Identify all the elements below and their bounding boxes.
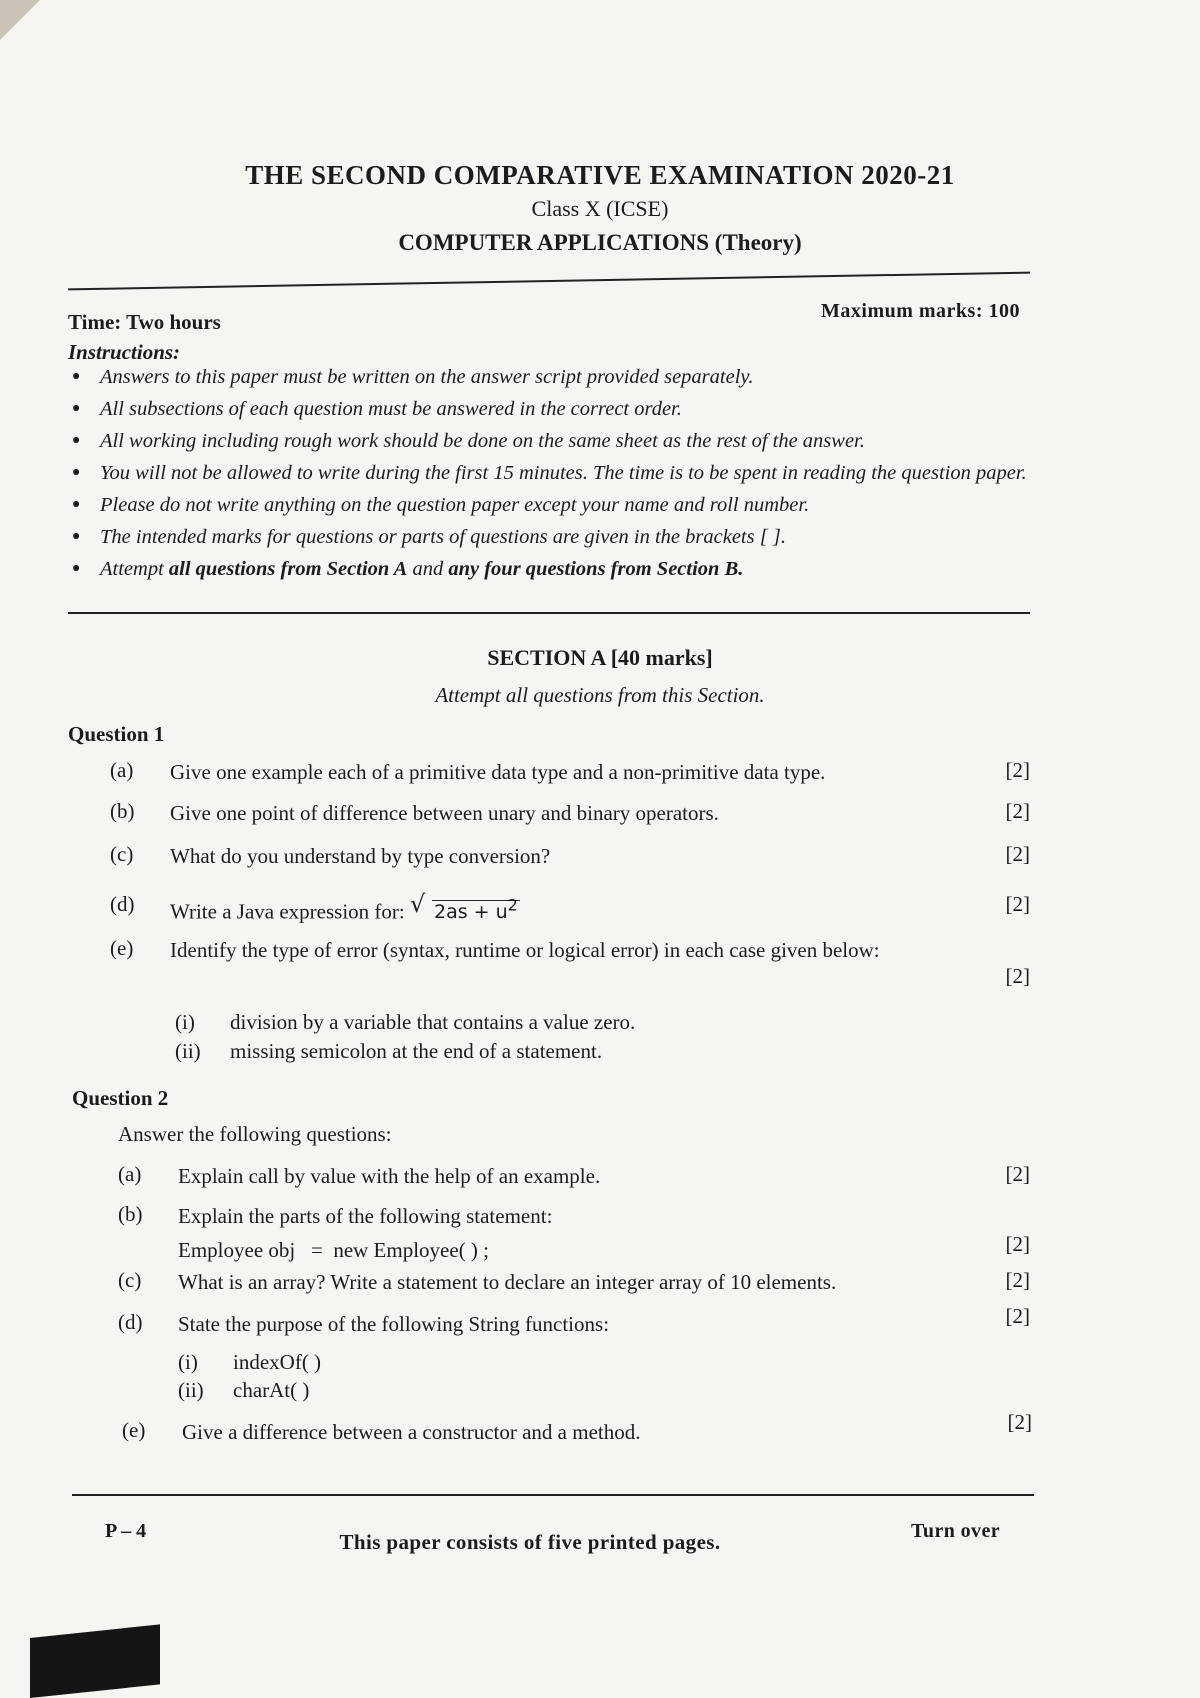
bullet-icon: ● (72, 561, 81, 576)
section-a-subtitle: Attempt all questions from this Section. (435, 683, 765, 707)
bullet-icon: ● (72, 369, 81, 384)
bullet-icon: ● (72, 433, 81, 448)
page-code: P – 4 (105, 1520, 147, 1542)
pages-note: This paper consists of five printed pages. (339, 1530, 721, 1554)
q2-b-code: Employee obj = new Employee( ) ; (178, 1238, 490, 1262)
square-root-expression: √ $2as + u^2$ (409, 890, 518, 924)
instruction-item: ● All working including rough work should be done on the same sheet as the rest of the answer. (72, 430, 865, 452)
q2-b: (b) Explain the parts of the following statement: Employee obj = new Employee( ) ; [2] (118, 1202, 1030, 1262)
instruction-item: ● You will not be allowed to write during the first 15 minutes. The time is to be spent in reading the question paper. (72, 462, 1027, 484)
q2-d-i: (i) indexOf( ) (178, 1350, 322, 1374)
instruction-item: ● Attempt all questions from Section A and any four questions from Section B. (72, 558, 744, 580)
bullet-icon: ● (72, 465, 81, 480)
q2-intro: Answer the following questions: (118, 1122, 392, 1146)
page-corner-shadow (30, 1624, 160, 1698)
maximum-marks: Maximum marks: 100 (821, 300, 1020, 322)
bullet-icon: ● (72, 529, 81, 544)
class-label: Class X (ICSE) (531, 196, 669, 221)
instructions-heading: Instructions: (68, 340, 181, 364)
instruction-item: ● Please do not write anything on the question paper except your name and roll number. (72, 494, 810, 516)
question-2-heading: Question 2 (72, 1086, 169, 1110)
page-corner-fold (0, 0, 40, 40)
instruction-item: ● The intended marks for questions or parts of questions are given in the brackets [ ]. (72, 526, 786, 548)
instructions-list (70, 364, 1030, 588)
bullet-icon: ● (72, 401, 81, 416)
q1-e: (e) Identify the type of error (syntax, runtime or logical error) in each case given below: [2] (110, 936, 1030, 988)
section-a-title: SECTION A [40 marks] (487, 645, 713, 670)
instructions-divider (68, 612, 1030, 614)
footer-divider (72, 1494, 1034, 1496)
bullet-icon: ● (72, 497, 81, 512)
header-divider (68, 272, 1030, 291)
instruction-item: ● Answers to this paper must be written on the answer script provided separately. (72, 366, 754, 388)
instruction-item: ● All subsections of each question must be answered in the correct order. (72, 398, 682, 420)
subject-title: COMPUTER APPLICATIONS (Theory) (398, 230, 802, 255)
time-allowed: Time: Two hours (68, 310, 221, 334)
turn-over: Turn over (911, 1520, 1000, 1542)
q2-d-ii: (ii) charAt( ) (178, 1378, 310, 1402)
exam-title: THE SECOND COMPARATIVE EXAMINATION 2020-21 (245, 160, 955, 190)
question-1-heading: Question 1 (68, 722, 165, 746)
q1-e-ii: (ii) missing semicolon at the end of a statement. (175, 1039, 603, 1063)
radical-icon: √ (409, 890, 426, 918)
q1-e-i: (i) division by a variable that contains a value zero. (175, 1010, 636, 1034)
